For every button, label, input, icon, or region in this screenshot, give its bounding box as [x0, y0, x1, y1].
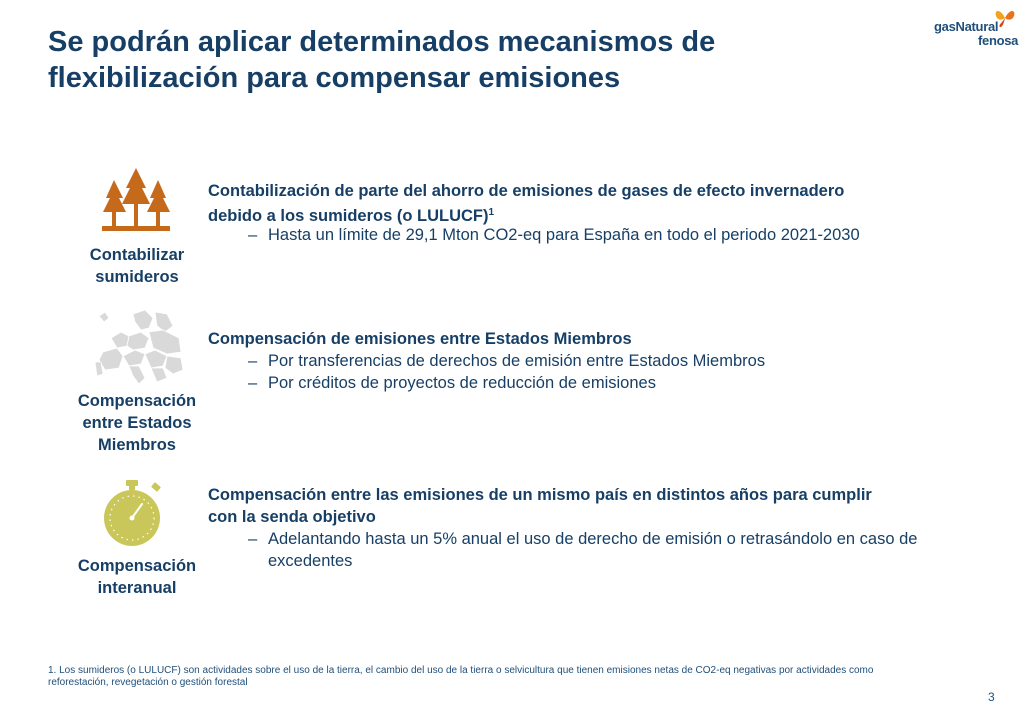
bullet-text: Por transferencias de derechos de emisión entre Estados Miembros [268, 352, 766, 370]
slide-title-line-2: flexibilización para compensar emisiones [48, 62, 621, 94]
caption-line: interanual [97, 579, 177, 597]
footnote [48, 665, 948, 689]
heading-compensacion-estados [208, 328, 968, 350]
footnote-line: 1. Los sumideros (o LULUCF) son actividades sobre el uso de la tierra, el cambio del uso de la tierra o selvicultura que tienen emisiones netas de CO2-eq negativas por actividades como [48, 665, 874, 676]
caption-line: sumideros [95, 268, 179, 286]
bullet-item [248, 372, 988, 394]
bullet-list [248, 528, 968, 572]
bullet-text: Hasta un límite de 29,1 Mton CO2-eq para España en todo el periodo 2021-2030 [268, 226, 860, 244]
bullet-dash: – [248, 374, 258, 392]
heading-line: Compensación de emisiones entre Estados Miembros [208, 330, 632, 348]
caption-line: Compensación [77, 392, 197, 410]
bullet-text: Por créditos de proyectos de reducción de emisiones [268, 374, 656, 392]
logo-text-fenosa: fenosa [978, 33, 1019, 48]
heading-line-text: debido a los sumideros (o LULUCF) [208, 207, 489, 225]
footnote-ref: 1 [488, 207, 495, 218]
forest-icon [100, 166, 172, 245]
bullet-dash: – [248, 352, 258, 370]
heading-line: Contabilización de parte del ahorro de emisiones de gases de efecto invernadero [208, 182, 845, 200]
caption-line: Contabilizar [89, 246, 185, 264]
bullet-dash: – [248, 226, 258, 244]
caption-line: Compensación [77, 557, 197, 575]
slide-title [48, 24, 868, 96]
europe-map-icon [93, 308, 185, 393]
footnote-line: reforestación, revegetación o gestión forestal [48, 677, 248, 688]
caption-contabilizar-sumideros [62, 244, 212, 288]
heading-compensacion-interanual [208, 484, 968, 528]
heading-line: con la senda objetivo [208, 508, 376, 526]
logo-text-gasnatural: gasNatural [934, 19, 999, 34]
caption-line: entre Estados [82, 414, 192, 432]
caption-line: Miembros [98, 436, 176, 454]
page-number: 3 [988, 690, 995, 704]
heading-contabilizacion [208, 180, 968, 227]
bullet-text: Adelantando hasta un 5% anual el uso de derecho de emisión o retrasándolo en caso de excedentes [268, 530, 918, 570]
stopwatch-icon [100, 478, 168, 553]
bullet-item [248, 350, 988, 372]
bullet-list [248, 224, 988, 246]
bullet-item [248, 224, 988, 246]
heading-line: Compensación entre las emisiones de un mismo país en distintos años para cumplir [208, 486, 872, 504]
slide-title-line-1: Se podrán aplicar determinados mecanismos de [48, 26, 716, 58]
bullet-item [248, 528, 968, 572]
caption-compensacion-interanual [62, 555, 212, 599]
company-logo [934, 6, 1018, 46]
caption-compensacion-estados [62, 390, 212, 456]
bullet-dash: – [248, 530, 258, 548]
bullet-list [248, 350, 988, 394]
